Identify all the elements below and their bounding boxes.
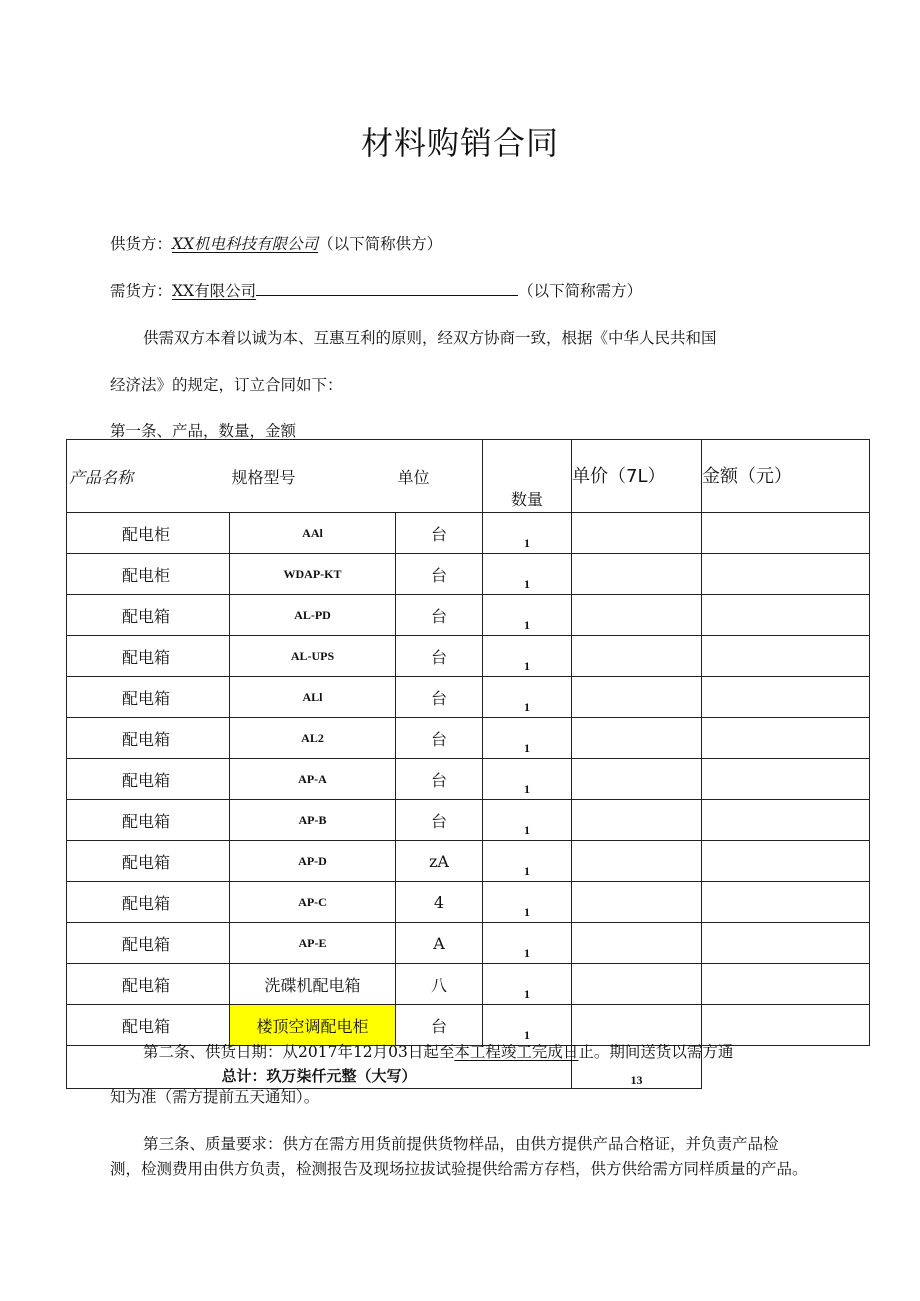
cell-qty: 1	[483, 1005, 572, 1046]
cell-spec: AP-C	[230, 882, 396, 923]
cell-amount	[702, 841, 870, 882]
table-row	[67, 800, 870, 841]
cell-amount	[702, 964, 870, 1005]
cell-price	[572, 718, 702, 759]
table-row	[67, 677, 870, 718]
cell-amount	[702, 636, 870, 677]
cell-amount	[702, 800, 870, 841]
cell-unit: 八	[396, 964, 483, 1005]
cell-unit: 4	[396, 882, 483, 923]
cell-unit: 台	[396, 800, 483, 841]
cell-spec: AP-B	[230, 800, 396, 841]
cell-name: 配电箱	[67, 964, 230, 1005]
cell-name: 配电箱	[67, 595, 230, 636]
cell-amount	[702, 595, 870, 636]
article2-completion-date: 本工程竣工完成日	[454, 1043, 579, 1061]
article2-prefix: 第二条、供货日期：从2017年12月03日起至	[143, 1043, 455, 1061]
cell-price	[572, 554, 702, 595]
supplier-name: XX机电科技有限公司	[172, 235, 319, 253]
header-unit: 单位	[396, 440, 483, 513]
buyer-name: XX有限公司	[172, 282, 257, 300]
cell-qty: 1	[483, 923, 572, 964]
buyer-blank-line	[256, 281, 518, 296]
table-row	[67, 718, 870, 759]
cell-qty: 1	[483, 513, 572, 554]
cell-unit: A	[396, 923, 483, 964]
cell-amount	[702, 677, 870, 718]
table-row	[67, 964, 870, 1005]
cell-spec: AL2	[230, 718, 396, 759]
total-label: 总计：玖万柒仟元整（大写）	[67, 1046, 572, 1089]
cell-unit: 台	[396, 1005, 483, 1046]
cell-name: 配电箱	[67, 759, 230, 800]
intro-line-2: 经济法》的规定，订立合同如下：	[110, 376, 343, 394]
header-qty: 数量	[483, 440, 572, 513]
cell-qty: 1	[483, 841, 572, 882]
cell-price	[572, 677, 702, 718]
cell-spec: AL-UPS	[230, 636, 396, 677]
cell-price	[572, 841, 702, 882]
cell-price	[572, 636, 702, 677]
cell-name: 配电箱	[67, 1005, 230, 1046]
cell-qty: 1	[483, 882, 572, 923]
buyer-line	[110, 279, 642, 301]
cell-price	[572, 882, 702, 923]
header-name: 产品名称	[67, 440, 230, 513]
cell-name: 配电柜	[67, 554, 230, 595]
cell-price	[572, 513, 702, 554]
table-row	[67, 882, 870, 923]
cell-name: 配电箱	[67, 636, 230, 677]
cell-unit: 台	[396, 759, 483, 800]
cell-qty: 1	[483, 759, 572, 800]
cell-spec: AAl	[230, 513, 396, 554]
cell-unit: 台	[396, 677, 483, 718]
cell-unit: 台	[396, 718, 483, 759]
cell-amount	[702, 554, 870, 595]
cell-price	[572, 759, 702, 800]
cell-unit: 台	[396, 554, 483, 595]
cell-spec: AP-A	[230, 759, 396, 800]
cell-qty: 1	[483, 800, 572, 841]
cell-amount	[702, 513, 870, 554]
cell-spec: 洗碟机配电箱	[230, 964, 396, 1005]
cell-spec: AP-D	[230, 841, 396, 882]
cell-spec: AP-E	[230, 923, 396, 964]
cell-qty: 1	[483, 636, 572, 677]
page-title: 材料购销合同	[360, 124, 559, 162]
article3-line-1: 第三条、质量要求：供方在需方用货前提供货物样品，由供方提供产品合格证，并负责产品检	[143, 1135, 779, 1153]
goods-table	[66, 439, 870, 1089]
table-row	[67, 841, 870, 882]
table-row	[67, 759, 870, 800]
article2-suffix: 止。期间送货以需方通	[578, 1043, 734, 1061]
cell-price	[572, 923, 702, 964]
cell-name: 配电箱	[67, 800, 230, 841]
cell-price	[572, 595, 702, 636]
cell-spec: WDAP-KT	[230, 554, 396, 595]
article3-line-2: 测，检测费用由供方负责，检测报告及现场拉拔试验提供给需方存档，供方供给需方同样质量的产品。	[110, 1160, 808, 1178]
supplier-label: 供货方：	[110, 235, 173, 253]
cell-name: 配电箱	[67, 677, 230, 718]
cell-qty: 1	[483, 595, 572, 636]
cell-unit: 台	[396, 595, 483, 636]
cell-qty: 1	[483, 554, 572, 595]
intro-line-1: 供需双方本着以诚为本、互惠互利的原则，经双方协商一致，根据《中华人民共和国	[143, 329, 717, 347]
cell-qty: 1	[483, 718, 572, 759]
cell-qty: 1	[483, 677, 572, 718]
cell-spec: ALl	[230, 677, 396, 718]
cell-price	[572, 800, 702, 841]
article1-title: 第一条、产品，数量，金额	[110, 422, 297, 440]
cell-name: 配电箱	[67, 882, 230, 923]
article2-line-2: 知为准（需方提前五天通知）。	[110, 1088, 320, 1106]
cell-name: 配电箱	[67, 718, 230, 759]
header-price: 单价（7L）	[572, 440, 702, 513]
total-qty: 13	[572, 1046, 702, 1089]
cell-name: 配电箱	[67, 841, 230, 882]
cell-spec: AL-PD	[230, 595, 396, 636]
header-spec: 规格型号	[230, 440, 396, 513]
cell-unit: 台	[396, 513, 483, 554]
header-amount: 金额（元）	[702, 440, 870, 513]
table-row	[67, 923, 870, 964]
cell-spec: 楼顶空调配电柜	[230, 1005, 396, 1046]
cell-unit: zA	[396, 841, 483, 882]
table-row	[67, 554, 870, 595]
buyer-label: 需货方：	[110, 282, 173, 300]
article2-line-1	[143, 1038, 733, 1066]
cell-amount	[702, 718, 870, 759]
table-row	[67, 636, 870, 677]
cell-amount	[702, 882, 870, 923]
supplier-note: （以下简称供方）	[318, 235, 443, 253]
cell-name: 配电柜	[67, 513, 230, 554]
buyer-note: （以下简称需方）	[518, 282, 643, 300]
cell-amount	[702, 759, 870, 800]
table-row	[67, 595, 870, 636]
table-row	[67, 513, 870, 554]
cell-name: 配电箱	[67, 923, 230, 964]
cell-price	[572, 964, 702, 1005]
supplier-line	[110, 232, 442, 254]
cell-qty: 1	[483, 964, 572, 1005]
cell-amount	[702, 923, 870, 964]
table-header-row	[67, 440, 870, 513]
cell-unit: 台	[396, 636, 483, 677]
